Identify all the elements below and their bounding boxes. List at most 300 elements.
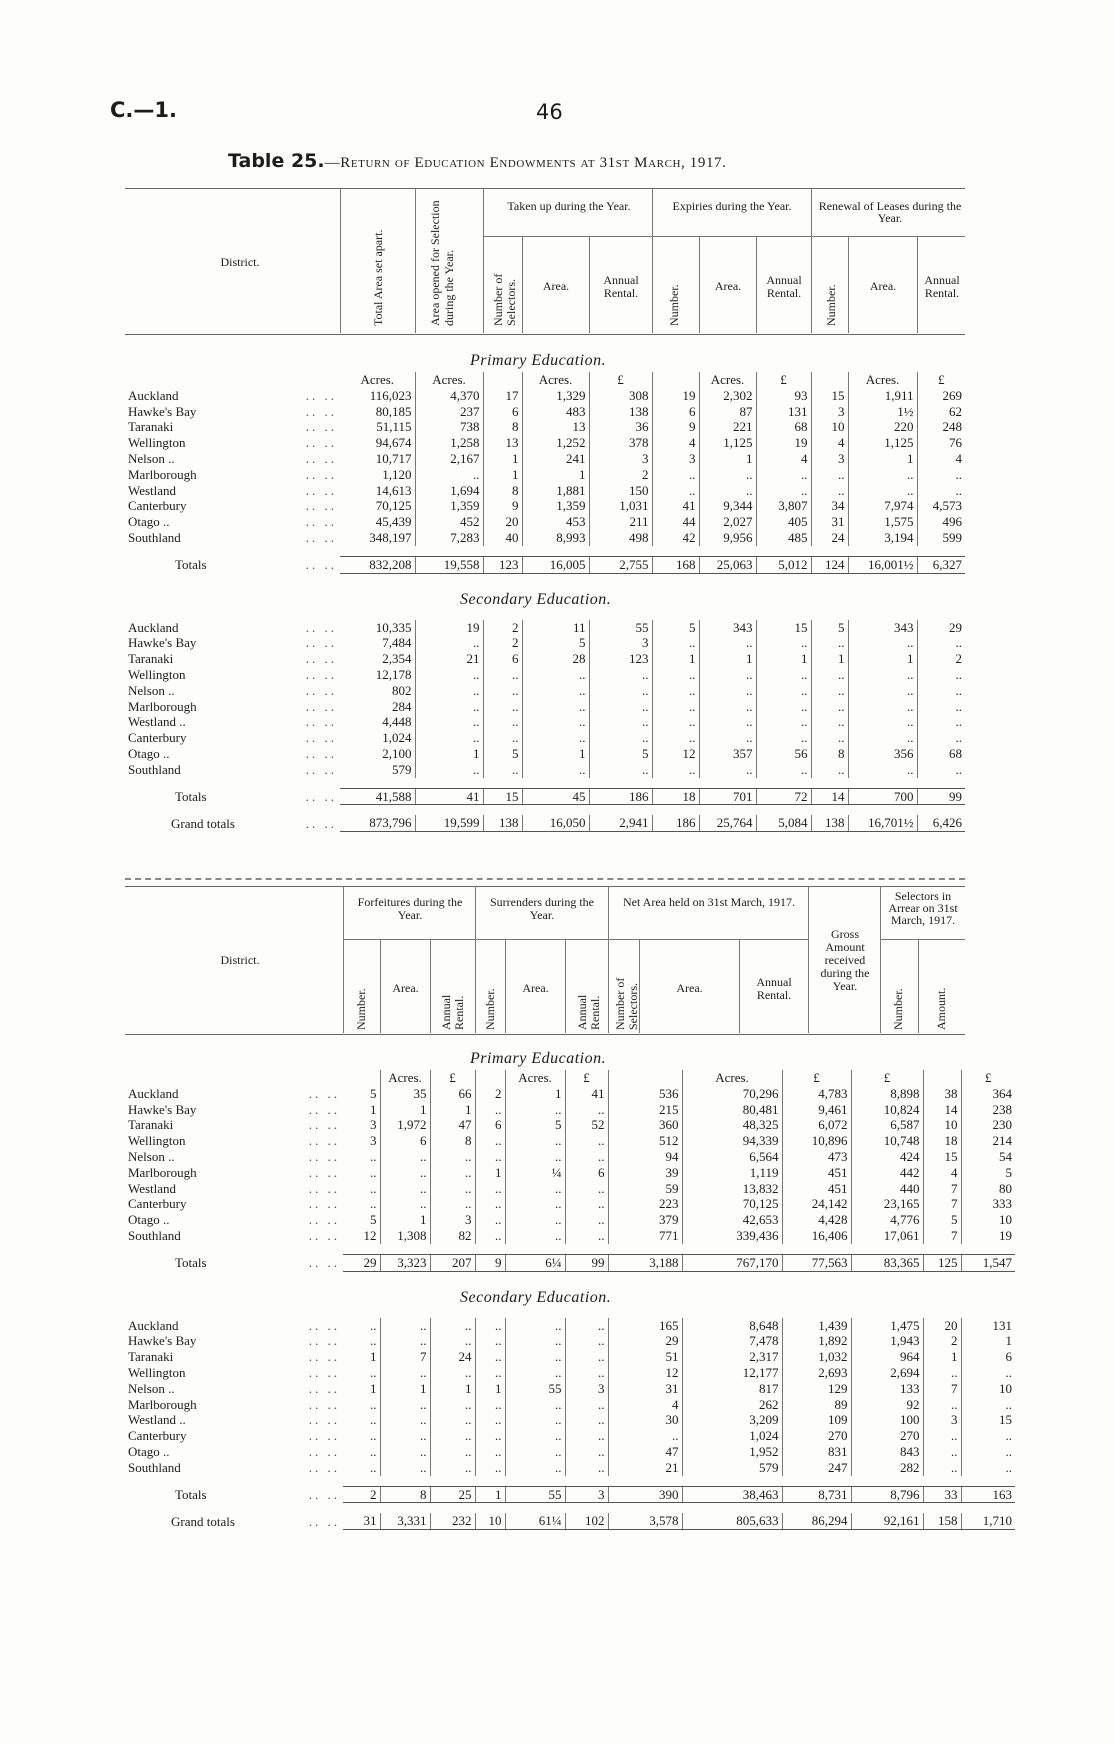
value-cell: 1,881 [522,483,589,499]
value-cell: 131 [961,1318,1015,1334]
value-cell: 123 [589,651,652,667]
leader-dots: .. .. [305,682,337,698]
bottom-secondary-row [125,1365,1015,1381]
district-name: Totals [175,1486,207,1502]
value-cell: .. [652,483,699,499]
value-cell: .. [475,1460,505,1476]
value-cell: .. [565,1102,608,1118]
value-cell: .. [589,699,652,715]
value-cell: .. [565,1365,608,1381]
leader-dots: .. .. [308,1428,340,1444]
value-cell: 7 [923,1228,961,1244]
value-cell: 13 [522,419,589,435]
value-cell: 102 [565,1513,608,1529]
unit-label: Acres. [505,1070,565,1086]
top-header-expiries-area: Area. [714,279,742,293]
value-cell: .. [589,762,652,778]
bottom-primary-row [125,1196,1015,1212]
value-cell: 6,327 [917,556,965,573]
value-cell: 92 [851,1397,923,1413]
value-cell: 4,573 [917,498,965,514]
value-cell: 223 [608,1196,682,1212]
value-cell: 5 [652,620,699,636]
value-cell: 19 [652,388,699,404]
value-cell: .. [505,1444,565,1460]
bottom-primary-row [125,1149,1015,1165]
value-cell: 343 [699,620,756,636]
value-cell: 1 [848,451,917,467]
value-cell: 378 [589,435,652,451]
top-primary-row [125,419,965,435]
value-cell: .. [522,762,589,778]
value-cell: .. [811,683,848,699]
value-cell: 4,776 [851,1212,923,1228]
value-cell: 1 [699,651,756,667]
value-cell: 8,648 [682,1318,782,1334]
unit-label: £ [782,1070,851,1086]
bottom-header-net-rental: Annual Rental. [756,975,792,1002]
value-cell: 94,674 [375,435,412,451]
value-cell: 1,125 [848,435,917,451]
value-cell: 3 [589,451,652,467]
value-cell: 9 [483,498,522,514]
leader-dots: .. .. [308,1133,340,1149]
value-cell: 186 [589,788,652,805]
value-cell: .. [505,1365,565,1381]
value-cell: .. [380,1365,430,1381]
value-cell: 61¼ [505,1513,565,1529]
value-cell: .. [756,467,811,483]
value-cell: 41 [415,788,483,805]
top-primary-row [125,435,965,451]
value-cell: .. [917,683,965,699]
value-cell: 17 [483,388,522,404]
value-cell: .. [415,467,483,483]
value-cell: 12 [652,746,699,762]
value-cell: 131 [756,404,811,420]
value-cell: 9,461 [782,1102,851,1118]
value-cell: 3 [923,1412,961,1428]
value-cell: 168 [652,556,699,573]
leader-dots: .. .. [305,435,337,451]
spacer [125,778,965,789]
district-name: Hawke's Bay [128,1333,197,1349]
value-cell: .. [475,1149,505,1165]
value-cell: 2 [483,620,522,636]
value-cell: .. [415,762,483,778]
value-cell: 5 [811,620,848,636]
leader-dots: .. .. [308,1380,340,1396]
value-cell: .. [756,762,811,778]
value-cell: 2,694 [851,1365,923,1381]
value-cell: .. [848,730,917,746]
value-cell: .. [756,699,811,715]
value-cell: 19,558 [415,556,483,573]
value-cell: 339,436 [682,1228,782,1244]
spacer [125,546,965,557]
table-divider [125,878,965,880]
value-cell: .. [961,1365,1015,1381]
value-cell: 1 [923,1349,961,1365]
value-cell: 9,956 [699,530,756,546]
value-cell: .. [589,683,652,699]
bottom-header-forfeit-area: Area. [392,981,419,995]
value-cell: .. [522,714,589,730]
value-cell: 30 [608,1412,682,1428]
value-cell: 15 [483,788,522,805]
value-cell: .. [923,1460,961,1476]
value-cell: 24 [430,1349,475,1365]
bottom-secondary-row [125,1397,1015,1413]
value-cell: 6 [380,1133,430,1149]
leader-dots: .. .. [305,745,337,761]
district-name: Southland [128,761,181,777]
leader-dots: .. .. [308,1085,340,1101]
value-cell: 6,072 [782,1117,851,1133]
district-name: Hawke's Bay [128,403,197,419]
value-cell: 82 [430,1228,475,1244]
value-cell: .. [699,635,756,651]
top-header-district: District. [220,255,260,269]
leader-dots: .. .. [305,419,337,435]
value-cell: 52 [565,1117,608,1133]
value-cell: 1 [483,467,522,483]
value-cell: .. [475,1333,505,1349]
value-cell: 360 [608,1117,682,1133]
value-cell: .. [505,1133,565,1149]
value-cell: .. [917,635,965,651]
value-cell: .. [430,1428,475,1444]
unit-label: Acres. [699,372,756,388]
value-cell: 1,359 [415,498,483,514]
bottom-header-surr-rental: Annual Rental. [575,994,602,1030]
leader-dots: .. .. [308,1364,340,1380]
value-cell: 215 [608,1102,682,1118]
value-cell: 10 [961,1212,1015,1228]
value-cell: 41 [652,498,699,514]
leader-dots: .. .. [305,788,337,804]
value-cell: 94 [608,1149,682,1165]
value-cell: 211 [589,514,652,530]
value-cell: 16,701½ [848,815,917,831]
value-cell: 7 [380,1349,430,1365]
value-cell: 364 [961,1086,1015,1102]
value-cell: 47 [608,1444,682,1460]
value-cell: 5 [370,1212,377,1228]
value-cell: 6¼ [505,1254,565,1271]
value-cell: .. [505,1333,565,1349]
value-cell: 124 [811,556,848,573]
value-cell: 237 [415,404,483,420]
value-cell: 45 [522,788,589,805]
value-cell: .. [565,1333,608,1349]
value-cell: 19 [961,1228,1015,1244]
top-secondary-label: Secondary Education. [460,591,612,609]
value-cell: 1 [475,1165,505,1181]
value-cell: 15 [811,388,848,404]
value-cell: 133 [851,1381,923,1397]
top-header-renewal-group: Renewal of Leases during the Year. [818,199,962,225]
spacer [125,805,965,816]
value-cell: 8 [811,746,848,762]
value-cell: 843 [851,1444,923,1460]
value-cell: .. [522,699,589,715]
value-cell: .. [475,1428,505,1444]
value-cell: .. [565,1228,608,1244]
value-cell: .. [475,1412,505,1428]
unit-label: Acres. [415,372,483,388]
value-cell: 5 [370,1085,377,1101]
value-cell: .. [430,1181,475,1197]
leader-dots: .. .. [305,651,337,667]
district-name: Southland [128,1227,181,1243]
bottom-secondary-row [125,1318,1015,1334]
value-cell: .. [565,1133,608,1149]
value-cell: 1,308 [380,1228,430,1244]
leader-dots: .. .. [305,387,337,403]
value-cell: .. [652,667,699,683]
unit-label: Acres. [848,372,917,388]
value-cell: 512 [608,1133,682,1149]
value-cell: 1 [475,1486,505,1503]
unit-label: Acres. [380,1070,430,1086]
value-cell: 1 [699,451,756,467]
value-cell: 2 [483,635,522,651]
value-cell: 1,710 [961,1513,1015,1529]
value-cell: 3,323 [380,1254,430,1271]
value-cell: .. [370,1180,377,1196]
value-cell: .. [811,635,848,651]
value-cell: 16,406 [782,1228,851,1244]
value-cell: .. [522,683,589,699]
value-cell: 6 [565,1165,608,1181]
leader-dots: .. .. [308,1254,340,1270]
unit-label [923,1070,961,1086]
value-cell: 440 [851,1181,923,1197]
value-cell: 123 [483,556,522,573]
district-name: Otago .. [128,745,170,761]
bottom-primary-row [125,1212,1015,1228]
unit-label: Acres. [682,1070,782,1086]
value-cell: 5 [522,635,589,651]
value-cell: 379 [608,1212,682,1228]
value-cell: 771 [608,1228,682,1244]
value-cell: 5 [923,1212,961,1228]
value-cell: .. [699,762,756,778]
value-cell: 14 [923,1102,961,1118]
value-cell: 138 [483,815,522,831]
value-cell: 42 [652,530,699,546]
value-cell: 5,084 [756,815,811,831]
value-cell: .. [380,1428,430,1444]
value-cell: 62 [917,404,965,420]
unit-label: £ [851,1070,923,1086]
district-name: Marlborough [128,1396,197,1412]
value-cell: 66 [430,1086,475,1102]
value-cell: 1,359 [522,498,589,514]
spacer-row [125,1476,1015,1487]
value-cell: .. [652,714,699,730]
value-cell: 92,161 [851,1513,923,1529]
bottom-primary-label: Primary Education. [470,1050,607,1067]
value-cell: 1,032 [782,1349,851,1365]
value-cell: .. [370,1428,377,1444]
value-cell: 2 [589,467,652,483]
value-cell: 6 [652,404,699,420]
district-name: Auckland [128,619,179,635]
value-cell: 41,588 [340,788,415,805]
bottom-secondary-row [125,1460,1015,1476]
value-cell: 10,717 [375,450,412,466]
value-cell: .. [475,1318,505,1334]
value-cell: 72 [756,788,811,805]
value-cell: 8,731 [782,1486,851,1503]
leader-dots: .. .. [305,450,337,466]
value-cell: 41 [565,1086,608,1102]
value-cell: 7,974 [848,498,917,514]
top-header-total-area: Total Area set apart. [371,229,385,326]
value-cell: 1,119 [682,1165,782,1181]
value-cell: .. [565,1460,608,1476]
value-cell: 8 [430,1133,475,1149]
bottom-primary-row [125,1228,1015,1244]
value-cell: .. [652,730,699,746]
units-district [125,1070,255,1086]
district-name: Nelson .. [128,1148,175,1164]
value-cell: .. [370,1164,377,1180]
value-cell: 20 [483,514,522,530]
spacer [125,1476,1015,1487]
value-cell: 6 [475,1117,505,1133]
value-cell: .. [370,1317,377,1333]
value-cell: 3,209 [682,1412,782,1428]
district-name: Marlborough [128,1164,197,1180]
value-cell: .. [961,1428,1015,1444]
value-cell: 270 [782,1428,851,1444]
value-cell: 7 [923,1381,961,1397]
bottom-primary-row [125,1133,1015,1149]
district-name: Totals [175,1254,207,1270]
value-cell: .. [565,1318,608,1334]
district-name: Southland [128,1459,181,1475]
district-name: Southland [128,529,181,545]
value-cell: 8,796 [851,1486,923,1503]
value-cell: .. [475,1212,505,1228]
bottom-primary-row [125,1165,1015,1181]
value-cell: 343 [848,620,917,636]
bottom-primary-row [125,1181,1015,1197]
value-cell: .. [483,683,522,699]
value-cell: .. [505,1428,565,1444]
table-title [228,150,727,172]
value-cell: 831 [782,1444,851,1460]
value-cell: 8,993 [522,530,589,546]
value-cell: 390 [608,1486,682,1503]
bottom-header-net-area-group: Net Area held on 31st March, 1917. [623,895,795,909]
value-cell: 12 [363,1227,377,1243]
bottom-secondary-row [125,1412,1015,1428]
value-cell: .. [370,1459,377,1475]
value-cell: 10 [475,1513,505,1529]
value-cell: 5 [589,746,652,762]
value-cell: 3,331 [380,1513,430,1529]
value-cell: 87 [699,404,756,420]
top-primary-row [125,530,965,546]
top-header-renewal-rental: Annual Rental. [924,273,960,300]
district-name: Westland [128,1180,177,1196]
top-secondary-row [125,699,965,715]
bottom-header-num-selectors: Number of Selectors. [613,977,640,1030]
spacer [125,1503,1015,1514]
district-name: Westland .. [128,714,186,730]
value-cell: 451 [782,1181,851,1197]
value-cell: 83,365 [851,1254,923,1271]
bottom-header-surr-area: Area. [522,981,549,995]
value-cell: 452 [415,514,483,530]
value-cell: .. [565,1149,608,1165]
value-cell: 16,005 [522,556,589,573]
value-cell: 599 [917,530,965,546]
spacer-row [125,546,965,557]
unit-label [483,372,522,388]
top-header-taken-group: Taken up during the Year. [507,199,631,213]
value-cell: .. [430,1165,475,1181]
value-cell: .. [415,635,483,651]
value-cell: .. [475,1133,505,1149]
value-cell: .. [756,635,811,651]
value-cell: 3,578 [608,1513,682,1529]
top-header-taken-area: Area. [542,279,570,293]
leader-dots: .. .. [308,1513,340,1529]
value-cell: 25,063 [699,556,756,573]
value-cell: 21 [608,1460,682,1476]
value-cell: 4 [923,1165,961,1181]
value-cell: .. [505,1349,565,1365]
value-cell: 36 [589,419,652,435]
value-cell: .. [811,762,848,778]
value-cell: .. [848,762,917,778]
value-cell: 4,783 [782,1086,851,1102]
value-cell: .. [961,1460,1015,1476]
value-cell: .. [699,730,756,746]
value-cell: .. [430,1333,475,1349]
value-cell: .. [652,699,699,715]
value-cell: 4 [608,1397,682,1413]
value-cell: .. [756,483,811,499]
value-cell: 1,547 [961,1254,1015,1271]
value-cell: 99 [565,1254,608,1271]
leader-dots: .. .. [308,1486,340,1502]
value-cell: .. [699,467,756,483]
value-cell: .. [917,483,965,499]
value-cell: 5 [961,1165,1015,1181]
value-cell: 16,050 [522,815,589,831]
value-cell: 498 [589,530,652,546]
value-cell: 55 [505,1381,565,1397]
value-cell: 3 [370,1133,377,1149]
bottom-units-row [125,1070,1015,1086]
value-cell: .. [565,1181,608,1197]
value-cell: 2,027 [699,514,756,530]
value-cell: .. [589,667,652,683]
value-cell: 1 [415,746,483,762]
value-cell: 55 [505,1486,565,1503]
bottom-header-arrear-number: Number. [891,988,905,1030]
value-cell: 51,115 [376,419,412,435]
district-name: Hawke's Bay [128,635,197,651]
value-cell: 33 [923,1486,961,1503]
value-cell: 77,563 [782,1254,851,1271]
